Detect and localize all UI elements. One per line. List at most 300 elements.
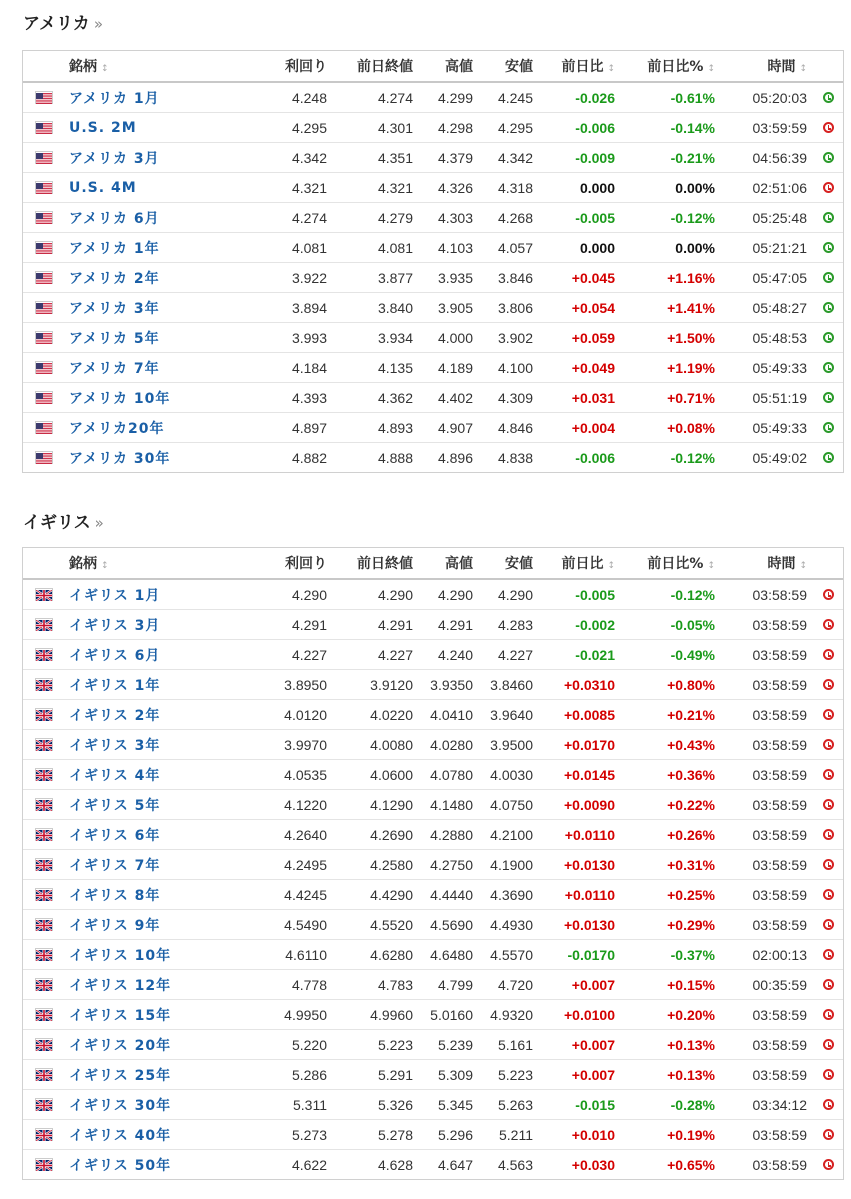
low-cell: 4.720 <box>479 970 539 1000</box>
bond-name-link[interactable]: アメリカ 2年 <box>69 270 160 287</box>
table-row <box>23 579 843 610</box>
change-cell: +0.059 <box>539 323 621 353</box>
time-cell: 04:56:39 <box>721 143 813 173</box>
high-cell: 4.2750 <box>419 850 479 880</box>
change-cell: +0.007 <box>539 1060 621 1090</box>
time-cell: 03:34:12 <box>721 1090 813 1120</box>
column-header-low <box>479 548 539 579</box>
change-pct-cell: +0.15% <box>621 970 721 1000</box>
column-header-label: 時間 <box>767 556 796 572</box>
header-row <box>23 548 843 579</box>
sort-icon[interactable]: ↕ <box>607 561 615 571</box>
status-cell <box>813 820 843 850</box>
high-cell: 4.1480 <box>419 790 479 820</box>
uk-flag-icon <box>35 858 53 871</box>
change-cell: -0.015 <box>539 1090 621 1120</box>
table-row <box>23 730 843 760</box>
uk-section-title-text[interactable]: イギリス <box>23 513 91 533</box>
column-header-change-pct[interactable] <box>621 548 721 579</box>
change-pct-cell: -0.12% <box>621 203 721 233</box>
change-cell: +0.010 <box>539 1120 621 1150</box>
bond-name-link[interactable]: アメリカ 1月 <box>69 90 160 107</box>
table-row <box>23 353 843 383</box>
us-flag-icon <box>35 91 53 104</box>
bond-name-cell <box>63 940 255 970</box>
change-cell: +0.0110 <box>539 820 621 850</box>
change-pct-cell: +0.26% <box>621 820 721 850</box>
table-row <box>23 820 843 850</box>
uk-flag-icon <box>35 738 53 751</box>
bond-name-link[interactable]: アメリカ 3月 <box>69 150 160 167</box>
us-flag-icon <box>35 121 53 134</box>
change-cell: +0.054 <box>539 293 621 323</box>
bond-name-link[interactable]: イギリス 1年 <box>69 677 161 694</box>
flag-cell <box>23 640 63 670</box>
prev-close-cell: 4.893 <box>333 413 419 443</box>
bond-name-link[interactable]: アメリカ 7年 <box>69 360 160 377</box>
clock-icon <box>823 152 834 163</box>
low-cell: 3.846 <box>479 263 539 293</box>
change-pct-cell: -0.37% <box>621 940 721 970</box>
bond-name-link[interactable]: アメリカ 10年 <box>69 390 171 407</box>
column-header-name[interactable] <box>63 548 255 579</box>
table-row <box>23 293 843 323</box>
yield-cell: 4.295 <box>255 113 333 143</box>
table-row <box>23 233 843 263</box>
column-header-name[interactable] <box>63 51 255 82</box>
flag-cell <box>23 880 63 910</box>
sort-icon[interactable]: ↕ <box>101 64 109 74</box>
column-header-yield <box>255 51 333 82</box>
prev-close-cell: 4.135 <box>333 353 419 383</box>
bond-name-link[interactable]: イギリス 8年 <box>69 887 161 904</box>
clock-icon <box>823 182 834 193</box>
bond-name-link[interactable]: イギリス 50年 <box>69 1157 172 1174</box>
high-cell: 4.299 <box>437 89 473 106</box>
high-cell: 4.2880 <box>419 820 479 850</box>
change-pct-cell: +1.41% <box>621 293 721 323</box>
clock-icon <box>823 649 834 660</box>
yield-cell: 4.1220 <box>255 790 333 820</box>
clock-icon <box>823 1159 834 1170</box>
high-cell: 5.0160 <box>419 1000 479 1030</box>
change-pct-cell: +0.22% <box>621 790 721 820</box>
bond-name-link[interactable]: アメリカ 30年 <box>69 450 171 467</box>
bond-name-link[interactable]: イギリス 25年 <box>69 1067 172 1084</box>
bond-name-link[interactable]: イギリス 15年 <box>69 1007 172 1024</box>
table-row <box>23 143 843 173</box>
time-cell: 03:58:59 <box>721 910 813 940</box>
high-cell: 4.000 <box>419 323 479 353</box>
header-row <box>23 51 843 82</box>
column-header-time[interactable] <box>721 51 813 82</box>
column-header-low <box>479 51 539 82</box>
bond-name-link[interactable]: アメリカ 3年 <box>69 300 160 317</box>
flag-cell <box>23 610 63 640</box>
us-flag-icon <box>35 211 53 224</box>
change-pct-cell: +0.65% <box>621 1150 721 1180</box>
high-cell: 4.0410 <box>419 700 479 730</box>
time-cell: 03:58:59 <box>752 586 807 603</box>
bond-name-cell <box>63 293 255 323</box>
prev-close-cell: 4.2580 <box>333 850 419 880</box>
uk-flag-icon <box>35 978 53 991</box>
table-row <box>23 640 843 670</box>
bond-name-link[interactable]: アメリカ 1年 <box>69 240 160 257</box>
time-cell: 02:51:06 <box>721 173 813 203</box>
prev-close-cell: 4.4290 <box>333 880 419 910</box>
flag-cell <box>23 323 63 353</box>
low-cell: 4.227 <box>479 640 539 670</box>
change-pct-cell: +1.19% <box>621 353 721 383</box>
table-row <box>23 82 843 113</box>
yield-cell: 4.342 <box>255 143 333 173</box>
time-cell: 03:58:59 <box>721 760 813 790</box>
bond-name-link[interactable]: イギリス 1月 <box>69 587 161 604</box>
change-pct-cell: +0.13% <box>621 1060 721 1090</box>
column-header-high <box>419 548 479 579</box>
bond-name-cell <box>63 143 255 173</box>
clock-icon <box>823 1069 834 1080</box>
status-cell <box>813 790 843 820</box>
prev-close-cell: 4.362 <box>333 383 419 413</box>
time-cell: 03:58:59 <box>721 1030 813 1060</box>
bond-name-cell <box>63 790 255 820</box>
uk-flag-icon <box>35 708 53 721</box>
status-cell <box>813 82 843 113</box>
status-cell <box>813 850 843 880</box>
change-pct-cell: +0.43% <box>621 730 721 760</box>
bond-name-cell <box>63 820 255 850</box>
bond-name-link[interactable]: イギリス 9年 <box>69 917 161 934</box>
high-cell: 4.189 <box>419 353 479 383</box>
prev-close-cell: 4.279 <box>333 203 419 233</box>
uk-flag-icon <box>35 948 53 961</box>
bond-name-link[interactable]: U.S. 4M <box>69 179 137 196</box>
bond-name-link[interactable]: イギリス 6月 <box>69 647 161 664</box>
bond-name-link[interactable]: イギリス 3年 <box>69 737 161 754</box>
yield-cell: 4.0535 <box>255 760 333 790</box>
column-header-label: 前日比 <box>561 556 604 572</box>
status-cell <box>813 1090 843 1120</box>
bond-name-link[interactable]: U.S. 2M <box>69 119 137 136</box>
time-cell: 03:58:59 <box>721 820 813 850</box>
bond-name-link[interactable]: イギリス 7年 <box>69 857 161 874</box>
flag-cell <box>23 579 63 610</box>
us-flag-icon <box>35 391 53 404</box>
change-cell: +0.049 <box>539 353 621 383</box>
time-cell: 03:58:59 <box>721 850 813 880</box>
change-cell: -0.006 <box>539 443 621 473</box>
yield-cell: 4.291 <box>255 610 333 640</box>
clock-icon <box>823 799 834 810</box>
high-cell: 5.296 <box>419 1120 479 1150</box>
bond-name-cell <box>63 353 255 383</box>
uk-flag-icon <box>35 798 53 811</box>
flag-cell <box>23 730 63 760</box>
column-header-change[interactable] <box>539 51 621 82</box>
change-pct-cell: +0.80% <box>621 670 721 700</box>
bond-name-cell <box>63 700 255 730</box>
status-cell <box>813 233 843 263</box>
yield-cell: 3.894 <box>255 293 333 323</box>
status-cell <box>813 1060 843 1090</box>
bond-name-link[interactable]: イギリス 5年 <box>69 797 161 814</box>
time-cell: 03:59:59 <box>721 113 813 143</box>
low-cell: 4.838 <box>479 443 539 473</box>
low-cell: 4.309 <box>479 383 539 413</box>
column-header-prev-close <box>333 548 419 579</box>
low-cell: 4.4930 <box>479 910 539 940</box>
clock-icon <box>823 679 834 690</box>
bond-name-link[interactable]: イギリス 40年 <box>69 1127 172 1144</box>
low-cell: 4.0750 <box>479 790 539 820</box>
table-row <box>23 413 843 443</box>
time-cell: 05:25:48 <box>721 203 813 233</box>
change-pct-cell: 0.00% <box>621 173 721 203</box>
prev-close-cell: 4.9960 <box>333 1000 419 1030</box>
clock-icon <box>823 1009 834 1020</box>
bond-name-link[interactable]: イギリス 2年 <box>69 707 161 724</box>
high-cell: 4.6480 <box>419 940 479 970</box>
change-pct-cell: -0.61% <box>670 89 715 106</box>
us-flag-icon <box>35 331 53 344</box>
uk-flag-icon <box>35 1158 53 1171</box>
column-header-label: 安値 <box>505 556 533 572</box>
clock-icon <box>823 362 834 373</box>
column-header-label: 安値 <box>505 59 533 75</box>
yield-cell: 5.286 <box>255 1060 333 1090</box>
clock-icon <box>823 1129 834 1140</box>
status-cell <box>813 610 843 640</box>
prev-close-cell: 4.321 <box>333 173 419 203</box>
status-cell <box>813 413 843 443</box>
column-header-label: 利回り <box>285 59 327 75</box>
bond-name-link[interactable]: イギリス 10年 <box>69 947 172 964</box>
high-cell: 4.4440 <box>419 880 479 910</box>
yield-cell: 5.311 <box>255 1090 333 1120</box>
table-row <box>23 1000 843 1030</box>
prev-close-cell: 4.301 <box>333 113 419 143</box>
column-header-label: 高値 <box>445 556 473 572</box>
bond-name-cell <box>63 413 255 443</box>
table-row <box>23 263 843 293</box>
us-section-title-text[interactable]: アメリカ <box>23 14 90 34</box>
change-pct-cell: +0.36% <box>621 760 721 790</box>
yield-cell: 4.2495 <box>255 850 333 880</box>
sort-icon[interactable]: ↕ <box>607 64 615 74</box>
sort-icon[interactable]: ↕ <box>799 561 807 571</box>
clock-icon <box>823 739 834 750</box>
table-row <box>23 760 843 790</box>
change-cell: 0.000 <box>539 233 621 263</box>
yield-cell: 4.290 <box>291 586 327 603</box>
flag-cell <box>23 850 63 880</box>
low-cell: 4.318 <box>479 173 539 203</box>
time-cell: 05:20:03 <box>752 89 807 106</box>
yield-cell: 4.081 <box>255 233 333 263</box>
bond-name-link[interactable]: イギリス 20年 <box>69 1037 172 1054</box>
change-cell: +0.0100 <box>539 1000 621 1030</box>
change-cell: -0.005 <box>539 203 621 233</box>
low-cell: 4.1900 <box>479 850 539 880</box>
us-section-title[interactable] <box>23 9 103 34</box>
column-header-label: 前日比 <box>561 59 604 75</box>
column-header-label: 銘柄 <box>69 59 97 75</box>
flag-cell <box>23 1150 63 1180</box>
time-cell: 02:00:13 <box>721 940 813 970</box>
bond-name-cell <box>63 323 255 353</box>
low-cell: 4.0030 <box>479 760 539 790</box>
bond-name-cell <box>63 383 255 413</box>
change-pct-cell: +0.19% <box>621 1120 721 1150</box>
bond-name-link[interactable]: イギリス 6年 <box>69 827 161 844</box>
flag-cell <box>23 910 63 940</box>
sort-icon[interactable]: ↕ <box>707 561 715 571</box>
change-pct-cell: +0.20% <box>621 1000 721 1030</box>
high-cell: 4.5690 <box>419 910 479 940</box>
high-cell: 4.326 <box>419 173 479 203</box>
bond-name-cell <box>63 82 255 113</box>
bond-name-link[interactable]: アメリカ 6月 <box>69 210 160 227</box>
column-header-change-pct[interactable] <box>621 51 721 82</box>
yield-cell: 4.622 <box>255 1150 333 1180</box>
change-pct-cell: -0.12% <box>621 443 721 473</box>
column-header-change[interactable] <box>539 548 621 579</box>
yield-cell: 4.882 <box>255 443 333 473</box>
low-cell: 5.223 <box>479 1060 539 1090</box>
change-pct-cell: 0.00% <box>621 233 721 263</box>
flag-cell <box>23 293 63 323</box>
uk-section-title[interactable] <box>23 508 104 533</box>
yield-cell: 4.4245 <box>255 880 333 910</box>
low-cell: 3.8460 <box>479 670 539 700</box>
status-cell <box>813 700 843 730</box>
clock-icon <box>823 829 834 840</box>
column-header-prev-close <box>333 51 419 82</box>
status-cell <box>813 263 843 293</box>
change-pct-cell: +0.71% <box>621 383 721 413</box>
bond-name-link[interactable]: アメリカ 5年 <box>69 330 160 347</box>
flag-cell <box>23 413 63 443</box>
status-cell <box>813 970 843 1000</box>
sort-icon[interactable]: ↕ <box>799 64 807 74</box>
column-header-high <box>419 51 479 82</box>
time-cell: 03:58:59 <box>721 640 813 670</box>
prev-close-cell: 4.0080 <box>333 730 419 760</box>
table-row <box>23 323 843 353</box>
prev-close-cell: 4.5520 <box>333 910 419 940</box>
prev-close-cell: 4.6280 <box>333 940 419 970</box>
sort-icon[interactable]: ↕ <box>707 64 715 74</box>
yield-cell: 4.778 <box>255 970 333 1000</box>
bond-name-link[interactable]: アメリカ20年 <box>69 420 165 437</box>
low-cell: 5.263 <box>479 1090 539 1120</box>
table-row <box>23 970 843 1000</box>
time-cell: 05:48:53 <box>721 323 813 353</box>
bond-name-link[interactable]: イギリス 12年 <box>69 977 172 994</box>
time-cell: 03:58:59 <box>721 1150 813 1180</box>
us-flag-icon <box>35 361 53 374</box>
time-cell: 00:35:59 <box>721 970 813 1000</box>
low-cell: 4.563 <box>479 1150 539 1180</box>
low-cell: 4.2100 <box>479 820 539 850</box>
bond-name-link[interactable]: イギリス 30年 <box>69 1097 172 1114</box>
change-cell: -0.006 <box>539 113 621 143</box>
uk-flag-icon <box>35 1008 53 1021</box>
status-cell <box>813 1120 843 1150</box>
clock-icon <box>823 92 834 103</box>
flag-cell <box>23 443 63 473</box>
status-cell <box>813 1000 843 1030</box>
high-cell: 5.309 <box>419 1060 479 1090</box>
table-row <box>23 443 843 473</box>
flag-cell <box>23 1120 63 1150</box>
sort-icon[interactable]: ↕ <box>101 561 109 571</box>
bond-name-link[interactable]: イギリス 3月 <box>69 617 161 634</box>
high-cell: 4.240 <box>419 640 479 670</box>
column-header-label: 高値 <box>445 59 473 75</box>
clock-icon <box>823 919 834 930</box>
low-cell: 4.5570 <box>479 940 539 970</box>
column-header-time[interactable] <box>721 548 813 579</box>
prev-close-cell: 4.783 <box>333 970 419 1000</box>
status-cell <box>813 880 843 910</box>
change-cell: +0.0170 <box>539 730 621 760</box>
time-cell: 05:51:19 <box>721 383 813 413</box>
status-cell <box>813 143 843 173</box>
prev-close-cell: 5.223 <box>333 1030 419 1060</box>
time-cell: 03:58:59 <box>721 1120 813 1150</box>
clock-icon <box>823 1099 834 1110</box>
high-cell: 4.103 <box>419 233 479 263</box>
yield-cell: 4.274 <box>255 203 333 233</box>
more-arrow-icon: » <box>93 15 103 33</box>
bond-name-cell <box>63 203 255 233</box>
high-cell: 3.905 <box>419 293 479 323</box>
prev-close-cell: 4.0600 <box>333 760 419 790</box>
uk-flag-icon <box>35 1098 53 1111</box>
high-cell: 4.290 <box>437 586 473 603</box>
table-row <box>23 610 843 640</box>
table-row <box>23 790 843 820</box>
flag-cell <box>23 173 63 203</box>
yield-cell: 4.2640 <box>255 820 333 850</box>
flag-cell <box>23 203 63 233</box>
flag-cell <box>23 760 63 790</box>
yield-cell: 4.0120 <box>255 700 333 730</box>
yield-cell: 3.993 <box>255 323 333 353</box>
change-cell: 0.000 <box>539 173 621 203</box>
column-header-label: 時間 <box>767 59 796 75</box>
yield-cell: 3.9970 <box>255 730 333 760</box>
yield-cell: 4.184 <box>255 353 333 383</box>
table-row <box>23 850 843 880</box>
table-row <box>23 203 843 233</box>
bond-name-link[interactable]: イギリス 4年 <box>69 767 161 784</box>
clock-icon <box>823 242 834 253</box>
flag-cell <box>23 233 63 263</box>
bond-name-cell <box>63 1030 255 1060</box>
bond-name-cell <box>63 263 255 293</box>
status-cell <box>813 940 843 970</box>
prev-close-cell: 5.326 <box>333 1090 419 1120</box>
bond-name-cell <box>63 233 255 263</box>
prev-close-cell: 4.2690 <box>333 820 419 850</box>
column-header-label: 銘柄 <box>69 556 97 572</box>
flag-cell <box>23 940 63 970</box>
column-header-blank <box>813 548 843 579</box>
